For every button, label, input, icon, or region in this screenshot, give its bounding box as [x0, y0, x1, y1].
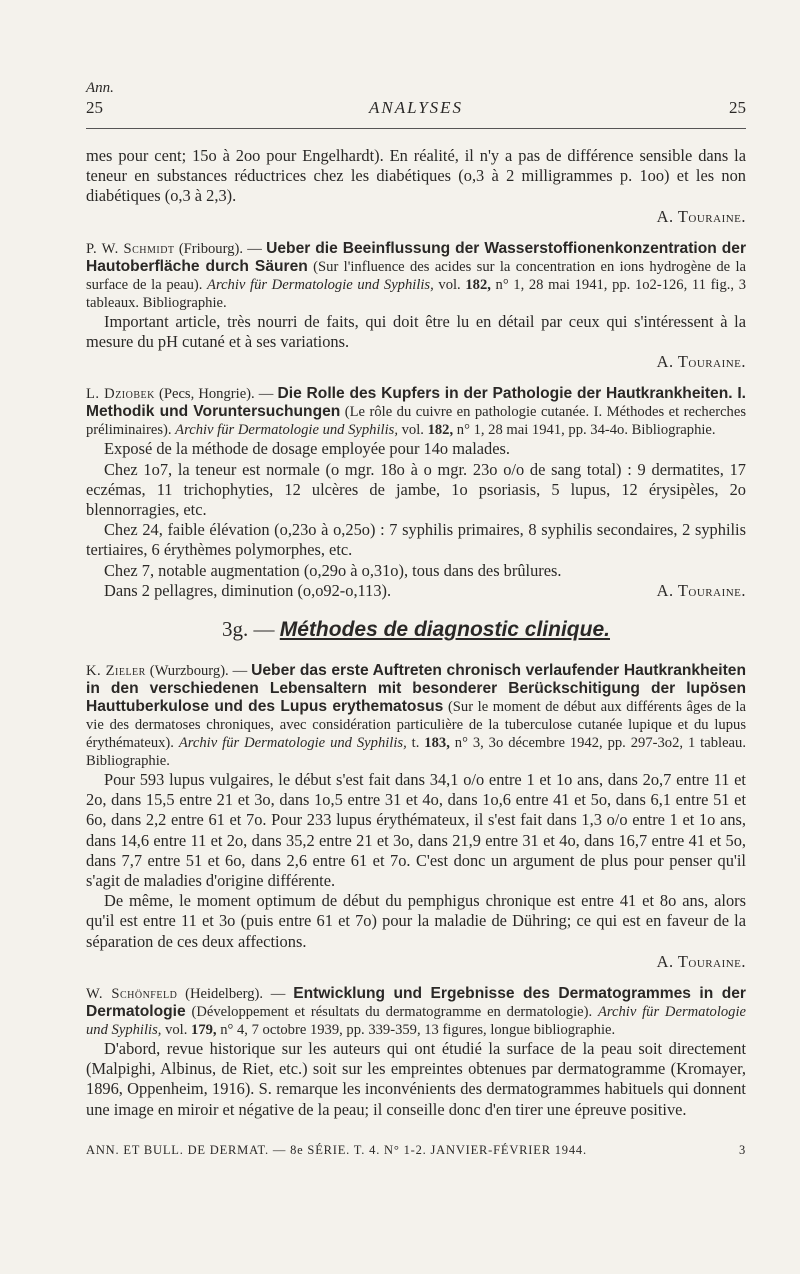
- article-title: Die Rolle des Kupfers in der Pathologie der Hautkrankheiten. I. Methodik und Voruntersuchungen: [86, 385, 746, 421]
- page-number-right: 25: [729, 98, 746, 117]
- reference: n° 1, 28 mai 1941, pp. 1o2-126, 11 fig., 3 tableaux. Bibliographie.: [86, 276, 746, 311]
- summary: (Sur le moment de début aux différents âges de la vie des dermatoses chroniques, avec considération particulière de la tuberculose cutanée lupique et du lupus érythémateux).: [86, 699, 746, 752]
- signature: A. Touraine.: [656, 352, 746, 372]
- review-body: Pour 593 lupus vulgaires, le début s'est fait dans 34,1 o/o entre 1 et 1o ans, dans 2o,7 entre 11 et 2o, dans 15,5 entre 21 et 3o, dans 1o,5 entre 31 et 4o, dans 1o,6 entre 41 et 5o, dans 6,1 entre 51 et 6o, dans 2,2 entre 61 et 7o. Pour 233 lupus érythémateux, il s'est fait dans 1,3 o/o entre 1 et 1o ans, dans 14,6 entre 11 et 2o, dans 35,2 entre 21 et 3o, dans 21,9 entre 31 et 4o, dans 16,7 entre 41 et 5o, dans 7,7 entre 51 et 6o, dans 2,6 entre 61 et 7o. C'est donc un argument de plus pour penser qu'il s'agit de maladies d'origine différente.: [86, 770, 746, 891]
- review-body: Chez 1o7, la teneur est normale (o mgr. 18o à o mgr. 23o o/o de sang total) : 9 dermatites, 17 eczémas, 11 trichophyties, 12 ulcères de jambe, 1o psoriasis, 5 lupus, 12 érysipèles, 2o blennorragies, etc.: [86, 459, 746, 520]
- section-title: Méthodes de diagnostic clinique.: [279, 618, 610, 642]
- review-citation-dziobek: L. Dziobek (Pecs, Hongrie). — Die Rolle des Kupfers in der Pathologie der Hautkrankheiten. I. Methodik und Voruntersuchungen (Le rôle du cuivre en pathologie cutanée. I. Méthodes et recherches préliminaires). Archiv für Dermatologie und Syphilis, vol. 182, n° 1, 28 mai 1941, pp. 34-4o. Bibliographie.: [86, 385, 746, 439]
- author: W. Schönfeld: [86, 986, 178, 1003]
- journal: Archiv für Dermatologie und Syphilis,: [86, 1004, 746, 1039]
- summary: (Le rôle du cuivre en pathologie cutanée. I. Méthodes et recherches préliminaires).: [86, 404, 746, 439]
- reference: n° 4, 7 octobre 1939, pp. 339-359, 13 figures, longue bibliographie.: [220, 1022, 616, 1039]
- footer-journal-reference: ANN. ET BULL. DE DERMAT. — 8e SÉRIE. T. 4. N° 1-2. JANVIER-FÉVRIER 1944.: [86, 1143, 587, 1157]
- journal: Archiv für Dermatologie und Syphilis,: [207, 276, 434, 293]
- volume: 182,: [427, 422, 454, 439]
- review-citation-schmidt: P. W. Schmidt (Fribourg). — Ueber die Beeinflussung der Wasserstoffionenkonzentration der Hautoberfläche durch Säuren (Sur l'influence des acides sur la concentration en ions hydrogène de la surface de la peau). Archiv für Dermatologie und Syphilis, vol. 182, n° 1, 28 mai 1941, pp. 1o2-126, 11 fig., 3 tableaux. Bibliographie.: [86, 239, 747, 311]
- annotation-label: Ann.: [86, 80, 114, 96]
- page-number-left: 25: [86, 98, 103, 117]
- article-title: Entwicklung und Ergebnisse des Dermatogrammes in der Dermatologie: [86, 985, 746, 1021]
- review-body: Chez 7, notable augmentation (o,29o à o,31o), tous dans des brûlures.: [104, 560, 562, 580]
- footer-page-number: 3: [738, 1143, 746, 1157]
- signature: A. Touraine.: [656, 951, 746, 971]
- place: (Fribourg). —: [178, 240, 262, 257]
- review-body: De même, le moment optimum de début du pemphigus chronique est entre 41 et 8o ans, alors qu'il est entre 11 et 3o (puis entre 61 et 7o) pour la maladie de Dühring; ce qui est en faveur de la séparation de ces deux affections.: [86, 891, 746, 951]
- signature: A. Touraine.: [656, 580, 746, 600]
- review-body: Important article, très nourri de faits, qui doit être lu en détail par ceux qui s'intéressent à la mesure du pH cutané et à ses variations.: [86, 311, 746, 352]
- volume: 183,: [424, 735, 450, 752]
- article-title: Ueber die Beeinflussung der Wasserstoffionenkonzentration der Hautoberfläche durch Säuren: [86, 239, 747, 275]
- review-body: Exposé de la méthode de dosage employée pour 14o malades.: [104, 439, 510, 459]
- section-number: 3g. —: [222, 617, 275, 642]
- review-citation-schonfeld: W. Schönfeld (Heidelberg). — Entwicklung und Ergebnisse des Dermatogrammes in der Dermatologie (Développement et résultats du dermatogramme en dermatologie). Archiv für Dermatologie und Syphilis, vol. 179, n° 4, 7 octobre 1939, pp. 339-359, 13 figures, longue bibliographie.: [86, 985, 746, 1039]
- author: L. Dziobek: [86, 386, 155, 403]
- page-footer: [86, 1143, 746, 1158]
- header-rule: [86, 128, 746, 129]
- summary: (Développement et résultats du dermatogramme en dermatologie).: [191, 1004, 593, 1021]
- continuation-paragraph: mes pour cent; 15o à 2oo pour Engelhardt). En réalité, il n'y a pas de différence sensible dans la teneur en substances réductrices chez les diabétiques (o,3 à 2 milligrammes p. 1oo) et les non diabétiques (o,3 à 2,3).: [86, 146, 746, 206]
- article-title: Ueber das erste Auftreten chronisch verlaufender Hautkrankheiten in den verschiedenen Lebensaltern mit besonderer Berückschitigung der lupösen Hauttuberkulose und des Lupus erythematosus: [86, 662, 747, 716]
- reference: n° 3, 3o décembre 1942, pp. 297-3o2, 1 tableau. Bibliographie.: [86, 735, 746, 770]
- signature: A. Touraine.: [656, 206, 746, 226]
- review-body: Chez 24, faible élévation (o,23o à o,25o) : 7 syphilis primaires, 8 syphilis secondaires, 2 syphilis tertiaires, 6 érythèmes polymorphes, etc.: [86, 520, 746, 560]
- review-body: D'abord, revue historique sur les auteurs qui ont étudié la surface de la peau soit directement (Malpighi, Albinus, de Riet, etc.) soit sur les empreintes obtenues par dermatogramme (Kromayer, 1896, Oppenheim, 1916). S. remarque les inconvénients des dermatogrammes habituels qui donnent une image en miroir et négative de la peau; il conseille donc d'en tirer une épreuve positive.: [86, 1039, 746, 1119]
- journal: Archiv für Dermatologie und Syphilis,: [175, 422, 398, 439]
- journal: Archiv für Dermatologie und Syphilis,: [178, 735, 407, 752]
- volume: 182,: [465, 276, 491, 293]
- author: P. W. Schmidt: [86, 240, 175, 257]
- reference: n° 1, 28 mai 1941, pp. 34-4o. Bibliographie.: [456, 422, 716, 439]
- section-heading: [86, 617, 746, 642]
- text-column: [86, 146, 746, 1120]
- running-header: [86, 98, 746, 122]
- summary: (Sur l'influence des acides sur la concentration en ions hydrogène de la surface de la peau).: [86, 258, 747, 293]
- place: (Wurzbourg). —: [149, 663, 248, 680]
- review-citation-zieler: K. Zieler (Wurzbourg). — Ueber das erste Auftreten chronisch verlaufender Hautkrankheiten in den verschiedenen Lebensaltern mit besonderer Berückschitigung der lupösen Hauttuberkulose und des Lupus erythematosus (Sur le moment de début aux différents âges de la vie des dermatoses chroniques, avec considération particulière de la tuberculose cutanée lupique et du lupus érythémateux). Archiv für Dermatologie und Syphilis, t. 183, n° 3, 3o décembre 1942, pp. 297-3o2, 1 tableau. Bibliographie.: [86, 662, 747, 770]
- review-body-with-signature: Dans 2 pellagres, diminution (o,o92-o,113). A. Touraine.: [104, 580, 746, 600]
- running-title: ANALYSES: [368, 98, 464, 117]
- place: (Heidelberg). —: [185, 986, 286, 1003]
- place: (Pecs, Hongrie). —: [158, 386, 274, 403]
- author: K. Zieler: [86, 663, 146, 680]
- volume: 179,: [191, 1022, 217, 1039]
